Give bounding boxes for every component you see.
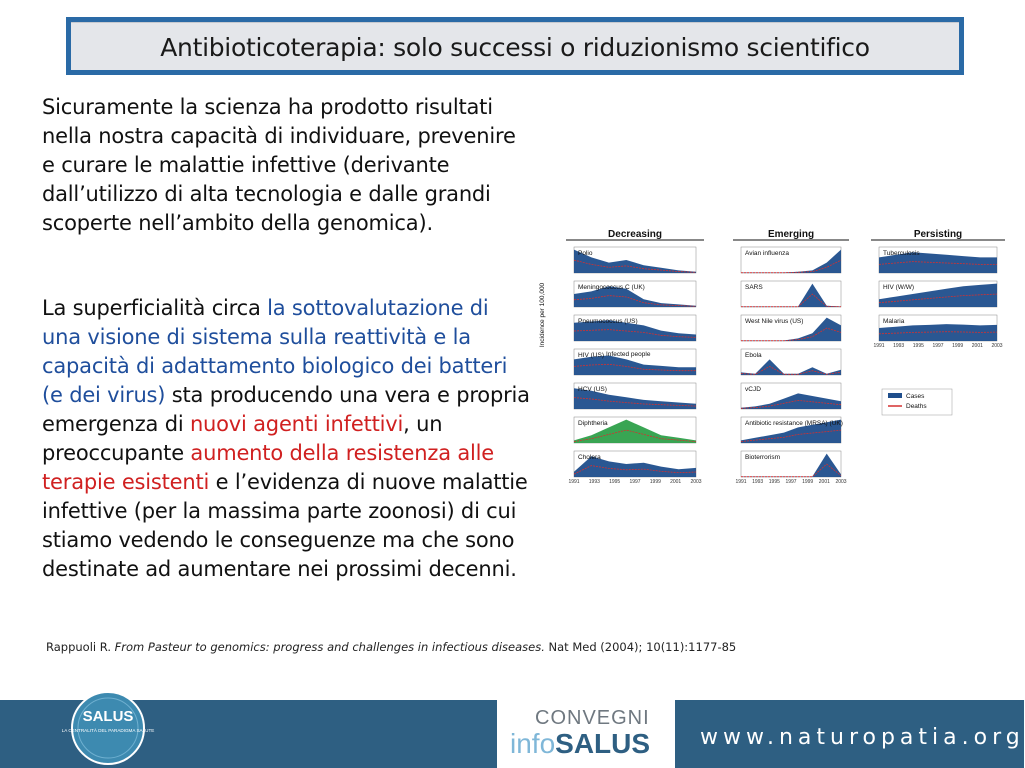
x-tick-0-2: 1995 (609, 479, 621, 485)
x-tick-1-2: 1995 (768, 479, 780, 485)
emerging-1-label: SARS (745, 284, 763, 291)
page-title: Antibioticoterapia: solo successi o riduzionismo scientifico (160, 33, 870, 62)
info-text: info (510, 728, 556, 759)
x-tick-0-1: 1993 (588, 479, 600, 485)
x-tick-1-4: 1999 (802, 479, 814, 485)
decreasing-1-label: Meningococcus C (UK) (578, 284, 645, 291)
para-highlight-red-1: nuovi agenti infettivi (189, 412, 404, 436)
para-text-5: , un preoccupante (42, 412, 443, 465)
x-tick-0-5: 2001 (670, 479, 682, 485)
legend-label-deaths: Deaths (906, 403, 927, 410)
convegni-label: CONVEGNI (535, 707, 650, 729)
decreasing-5-label: Diphtheria (578, 420, 608, 427)
infectious-diseases-figure (536, 225, 1006, 485)
persisting-1-label: HIV (W/W) (883, 284, 915, 291)
citation-author: Rappuoli R. (46, 640, 115, 654)
emerging-4-label: vCJD (745, 386, 761, 393)
x-tick-1-6: 2003 (835, 479, 847, 485)
citation-title: From Pasteur to genomics: progress and challenges in infectious diseases. (114, 640, 545, 654)
para-text-1: La superficialità circa (42, 296, 268, 320)
badge-title: SALUS (82, 708, 134, 725)
badge-subtitle: LA CENTRALITÀ DEL PARADIGMA SALUTE (61, 728, 155, 733)
persisting-2-label: Malaria (883, 318, 905, 325)
emerging-6-label: Bioterrorism (745, 454, 781, 461)
x-tick-1-3: 1997 (785, 479, 797, 485)
x-tick-2-2: 1995 (912, 343, 924, 349)
title-panel (71, 22, 959, 70)
para-text-3: sta producendo una vera e propria emergenza di (42, 383, 530, 436)
para-highlight-red-2: aumento della resistenza alle terapie esistenti (42, 441, 495, 494)
legend-swatch-cases (888, 393, 902, 398)
salus-badge-logo (61, 688, 155, 768)
decreasing-4-label: HCV (US) (578, 386, 607, 393)
decreasing-6-label: Cholera (578, 454, 601, 461)
decreasing-3-label: HIV (US) (578, 352, 604, 359)
decreasing-0-label: Polio (578, 250, 593, 257)
website-link[interactable]: www.naturopatia.org (700, 725, 1025, 750)
emerging-0-label: Avian influenza (745, 250, 789, 257)
x-tick-0-6: 2003 (690, 479, 702, 485)
column-title-1: Emerging (767, 229, 815, 240)
column-title-2: Persisting (913, 229, 963, 240)
x-tick-2-1: 1993 (893, 343, 905, 349)
emerging-2-label: West Nile virus (US) (745, 318, 804, 325)
x-tick-2-4: 1999 (952, 343, 964, 349)
salus-text: SALUS (555, 728, 651, 759)
x-tick-2-3: 1997 (932, 343, 944, 349)
infosalus-logo (510, 728, 650, 760)
citation (46, 640, 806, 654)
infected-people-label: Infected people (606, 351, 651, 358)
x-tick-2-6: 2003 (991, 343, 1003, 349)
decreasing-2-label: Pneumococcus (US) (578, 318, 638, 325)
para-highlight-blue: la sottovalutazione di una visione di sistema sulla reattività e la capacità di adattamento biologico dei batteri (e dei virus) (42, 296, 508, 407)
x-tick-1-0: 1991 (735, 479, 747, 485)
para-text-7: e l’evidenza di nuove malattie infettive (per la massima parte zoonosi) di cui stiamo vedendo le conseguenze ma che sono destinate ad aumentare nei prossimi decenni. (42, 470, 528, 581)
x-tick-2-0: 1991 (873, 343, 885, 349)
x-tick-0-3: 1997 (629, 479, 641, 485)
y-axis-label: Incidence per 100,000 (539, 282, 546, 348)
paragraph-main (42, 294, 532, 584)
title-bar (66, 17, 964, 75)
x-tick-1-5: 2001 (818, 479, 830, 485)
x-tick-0-0: 1991 (568, 479, 580, 485)
persisting-0-label: Tuberculosis (883, 250, 920, 257)
x-tick-2-5: 2001 (971, 343, 983, 349)
emerging-3-label: Ebola (745, 352, 762, 359)
legend-label-cases: Cases (906, 393, 925, 400)
x-tick-0-4: 1999 (649, 479, 661, 485)
emerging-5-label: Antibiotic resistance (MRSA) (UK) (745, 420, 843, 427)
citation-source: Nat Med (2004); 10(11):1177-85 (544, 640, 737, 654)
paragraph-intro: Sicuramente la scienza ha prodotto risultati nella nostra capacità di individuare, prevenire e curare le malattie infettive (derivante dall’utilizzo di alta tecnologia e dalle grandi scoperte nell’ambito della genomica). (42, 95, 516, 235)
x-tick-1-1: 1993 (752, 479, 764, 485)
column-title-0: Decreasing (608, 229, 662, 240)
